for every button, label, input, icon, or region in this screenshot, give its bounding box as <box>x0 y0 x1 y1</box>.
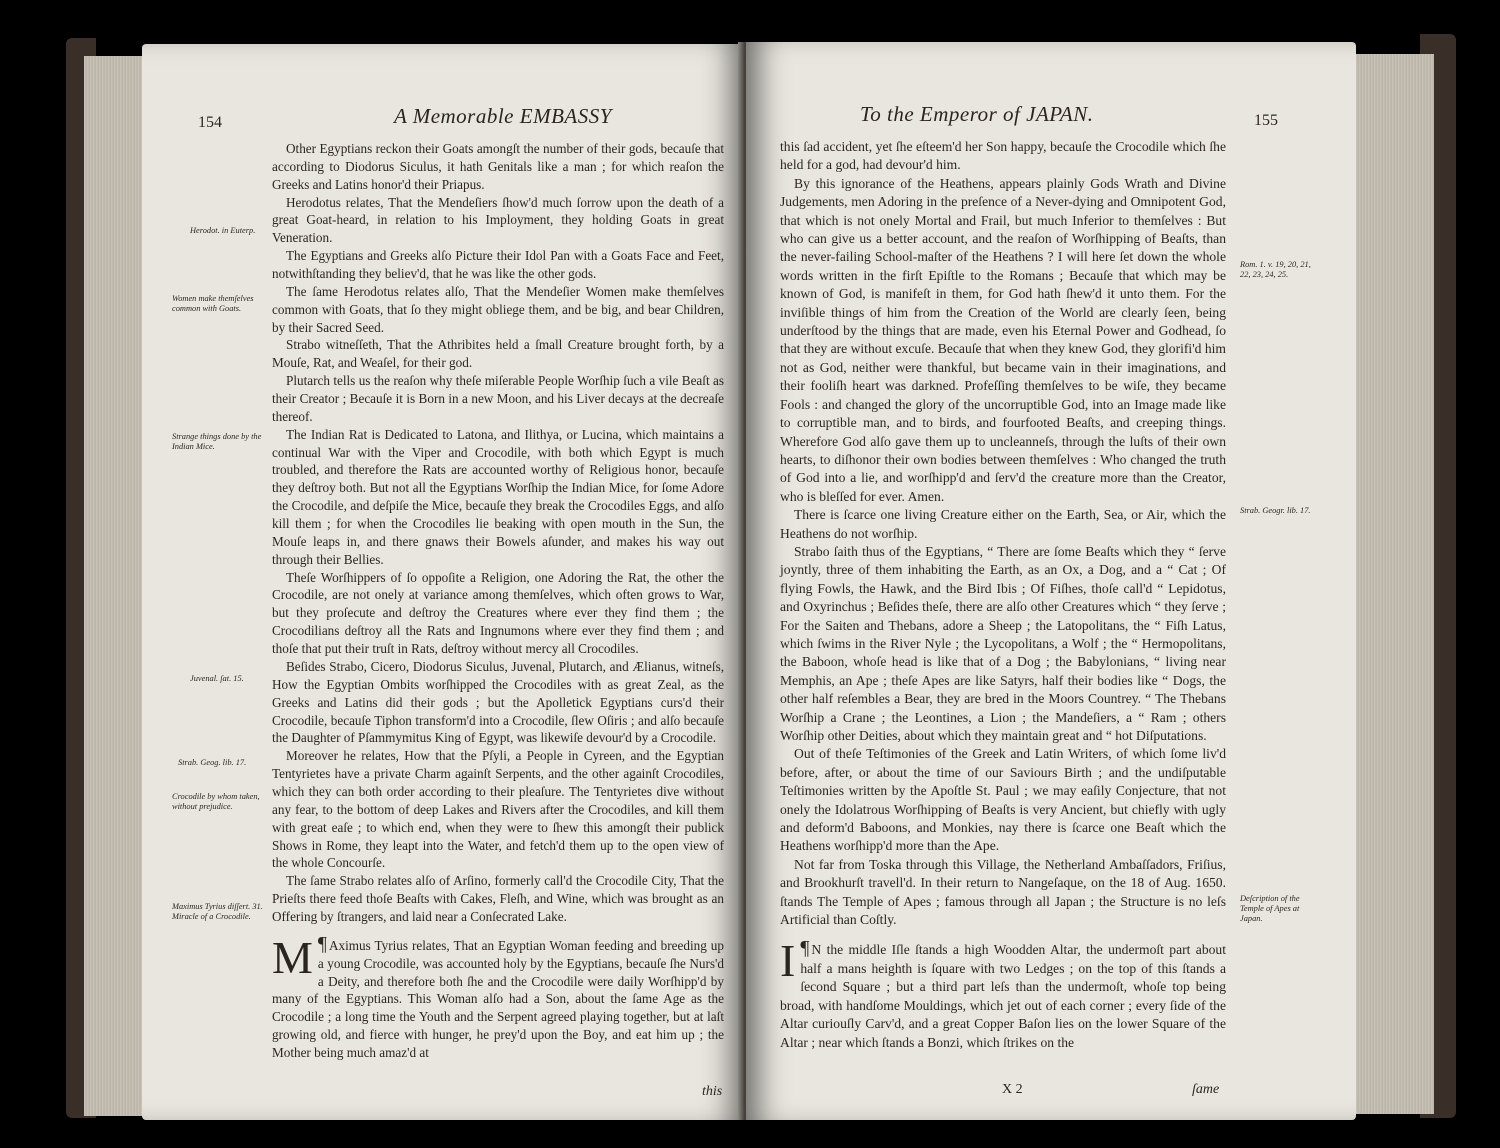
margin-note: Juvenal. ſat. 15. <box>190 674 244 683</box>
page-number-left: 154 <box>198 114 222 131</box>
right-page <box>746 42 1356 1120</box>
margin-note: Herodot. in Euterp. <box>190 226 256 235</box>
dropcap-paragraph <box>272 931 724 1062</box>
paragraph: Beſides Strabo, Cicero, Diodorus Siculus, Juvenal, Plutarch, and Ælianus, witneſs, How the Egyptian Ombits worſhipped the Crocodiles with as great Zeal, as the Greeks and Latins did their gods ; but the Apolletick Egyptians curs'd their Crocodile, becauſe Tiphon transform'd into a Crocodile, ſlew Oſiris ; and alſo becauſe the Daughter of Pſammymitus King of Egypt, was likewiſe devour'd by a Crocodile. <box>272 658 724 746</box>
paragraph: Herodotus relates, That the Mendeſiers ſhow'd much ſorrow upon the death of a great Goat-heard, in relation to his Imployment, they holding Goats in great Veneration. <box>272 194 724 246</box>
body-text-right <box>780 138 1226 1052</box>
paragraph: this ſad accident, yet ſhe eſteem'd her Son happy, becauſe the Crocodile which ſhe held for a god, had devour'd him. <box>780 139 1226 173</box>
page-number-right: 155 <box>1254 112 1278 129</box>
paragraph-text: Aximus Tyrius relates, That an Egyptian Woman feeding and breeding up a young Crocodile, was accounted holy by the Egyptians, becauſe ſhe Nurs'd a Deity, and therefore both ſhe and the Crocodile were daily Worſhipp'd by many of the Egyptians. This Woman alſo had a Son, about the ſame Age as the Crocodile ; a long time the Youth and the Serpent agreed playing together, but at laſt growing old, and fierce with hunger, he prey'd upon the Boy, and eat him up ; the Mother being much amaz'd at <box>272 937 724 1060</box>
pilcrow: ¶ <box>317 932 327 955</box>
left-page <box>142 44 746 1120</box>
dropcap-paragraph <box>780 935 1226 1051</box>
paragraph: Theſe Worſhippers of ſo oppoſite a Religion, one Adoring the Rat, the other the Crocodile, are not onely at variance among themſelves, which often grows to War, but they proſecute and deſtroy the Creatures where ever they find them ; the Crocodilians deſtroy all the Rats and Ingnumons where ever they find them ; and thoſe that put their truſt in Rats, deſtroy without mercy all Crocodiles. <box>272 569 724 657</box>
paragraph: Other Egyptians reckon their Goats amongſt the number of their gods, becauſe that according to Diodorus Siculus, it hath Genitals like a man ; for which reaſon the Greeks and Latins honor'd their Priapus. <box>272 141 724 192</box>
drop-capital: M <box>272 931 313 983</box>
margin-note: Strab. Geogr. lib. 17. <box>1240 506 1311 515</box>
pilcrow: ¶ <box>800 937 810 960</box>
paragraph: Out of theſe Teſtimonies of the Greek and Latin Writers, of which ſome liv'd before, after, or about the time of our Saviours Birth ; and the undiſputable Teſtimonies written by the Apoſtle St. Paul ; we may eaſily Conjecture, that not onely the Idolatrous Worſhipping of Beaſts is very Ancient, but chiefly with ugly and deform'd Baboons, and Monkies, nay there is ſcarce one Beaſt which the Heathens worſhipp'd more than the Ape. <box>780 746 1226 854</box>
paragraph: There is ſcarce one living Creature either on the Earth, Sea, or Air, which the Heathens do not worſhip. <box>780 507 1226 541</box>
running-head-left: A Memorable EMBASSY <box>394 104 612 128</box>
paragraph: Strabo ſaith thus of the Egyptians, “ There are ſome Beaſts which they “ ſerve joyntly, three of them inhabiting the Earth, as an Ox, a Dog, and a “ Cat ; Of flying Fowls, the Hawk, and the Bird Ibis ; Of Fiſhes, thoſe call'd “ Lepidotus, and Oxyrinchus ; Beſides theſe, there are alſo other Creatures which “ they ſerve ; For the Saiten and Thebans, adore a Sheep ; the Latopolitans, the “ Fiſh Latus, which ſwims in the River Nyle ; the Lycopolitans, a Wolf ; the “ Hermopolitans, the Baboon, whoſe head is like that of a Dog ; the Babylonians, “ living near Memphis, an Ape ; theſe Apes are like Satyrs, half their bodies like “ Dogs, the other half reſembles a Bear, they are bred in the Moors Countrey. “ The Thebans Worſhip a Crane ; the Leontines, a Lion ; the Mandeſiers, a “ Ram ; others Worſhip other Deities, about which they maintain great and “ hot Diſputations. <box>780 543 1226 743</box>
paragraph: Strabo witneſſeth, That the Athribites held a ſmall Creature brought forth, by a Mouſe, Rat, and Weaſel, for their god. <box>272 337 724 371</box>
paragraph-text: N the middle Iſle ſtands a high Woodden Altar, the undermoſt part about half a mans heighth is ſquare with two Ledges ; on the top of this ſtands a ſecond Square ; but a third part leſs than the undermoſt, whoſe top being broad, with handſome Mouldings, which jet out of each corner ; every ſide of the Altar curiouſly Carv'd, and a great Copper Baſon lies on the lower Square of the Altar ; near which ſtands a Bonzi, which ſtrikes on the <box>780 942 1226 1050</box>
catchword-left: this <box>702 1084 723 1099</box>
left-page-edges <box>84 56 148 1116</box>
margin-note: Deſcription of the Temple of Apes at Japan. <box>1240 894 1300 923</box>
margin-note: Rom. 1. v. 19, 20, 21, 22, 23, 24, 25. <box>1240 260 1311 279</box>
drop-capital: I <box>780 935 796 987</box>
paragraph: The Egyptians and Greeks alſo Picture their Idol Pan with a Goats Face and Feet, notwithſtanding they believ'd, that he was like the other gods. <box>272 248 724 282</box>
paragraph: The ſame Strabo relates alſo of Arſino, formerly call'd the Crocodile City, That the Prieſts there feed thoſe Beaſts with Cakes, Fleſh, and Wine, which was brought as an Offering by ſtrangers, and laid near a Conſecrated Lake. <box>272 873 724 924</box>
paragraph: Moreover he relates, How that the Pſyli, a People in Cyreen, and the Egyptian Tentyrietes have a private Charm againſt Serpents, and the other againſt Crocodiles, which they can both order according to their pleaſure. The Tentyrietes dive without any fear, to the bottom of deep Lakes and Rivers after the Crocodiles, and kill them with great eaſe ; to which end, when they were to ſhew this amongſt their publick Shows in Rome, they leapt into the Water, and fetch'd them up to the open view of the whole Concourſe. <box>272 748 724 871</box>
open-book <box>66 30 1456 1122</box>
margin-note: Maximus Tyrius diſſert. 31. Miracle of a Crocodile. <box>172 902 263 921</box>
paragraph: By this ignorance of the Heathens, appears plainly Gods Wrath and Divine Judgements, men Adoring in the preſence of a Never-dying and Omnipotent God, that which is not onely Mortal and Frail, but much Inferior to themſelves : But who can give us a better account, and the reaſon of Worſhipping of Beaſts, than the never-failing School-maſter of the Heathens ? I will here ſet down the whole words written in the firſt Epiſtle to the Romans ; Becauſe that which may be known of God, is manifeſt in them, for God hath ſhew'd it unto them. For the inviſible things of him from the Creation of the World are clearly ſeen, being underſtood by the things that are made, even his Eternal Power and Godhead, ſo that they are without excuſe. Becauſe that when they knew God, they glorifi'd him not as God, neither were thankful, but became vain in their imaginations, and their fooliſh heart was darkned. Profeſſing themſelves to be wiſe, they became Fools : and changed the glory of the uncorruptible God, into an Image made like to corruptible man, and to birds, and fourfooted Beaſts, and creeping things. Wherefore God alſo gave them up to uncleanneſs, through the luſts of their own hearts, to diſhonor their own bodies between themſelves : Who changed the truth of God into a lie, and worſhipp'd and ſerv'd the creature more than the Creator, who is bleſſed for ever. Amen. <box>780 175 1227 504</box>
catchword-right: ſame <box>1192 1082 1220 1097</box>
right-page-edges <box>1356 54 1434 1114</box>
paragraph: Plutarch tells us the reaſon why theſe miſerable People Worſhip ſuch a vile Beaſt as their Creator ; Becauſe it is Born in a new Moon, and his Liver decays at the decreaſe thereof. <box>272 373 724 424</box>
paragraph: Not far from Toska through this Village, the Netherland Ambaſſadors, Friſius, and Brookhurſt travell'd. In their return to Nangeſaque, on the 18 of Aug. 1650. ſtands The Temple of Apes ; famous through all Japan ; the Structure is no leſs Artificial than Coſtly. <box>780 856 1226 928</box>
paragraph: The Indian Rat is Dedicated to Latona, and Ilithya, or Lucina, which maintains a continual War with the Viper and Crocodile, with both which Egypt is much troubled, and therefore the Rats are accounted worthy of Religious honor, becauſe they deſtroy both. But not all the Egyptians Worſhip the Indian Mice, for ſome Adore the Crocodile, and deſpiſe the Mice, becauſe they break the Crocodiles Eggs, and alſo kill them ; for when the Crocodiles lie beaking with open mouth in the Sun, the Mouſe leaps in, and there gnaws their Bowels aſunder, and makes his way out through their Bellies. <box>272 426 724 567</box>
margin-note: Strange things done by the Indian Mice. <box>172 432 262 451</box>
running-head-right: To the Emperor of JAPAN. <box>860 102 1094 126</box>
margin-note: Strab. Geog. lib. 17. <box>178 758 247 767</box>
signature-mark: X 2 <box>1002 1082 1023 1097</box>
margin-note: Women make themſelves common with Goats. <box>172 294 254 313</box>
body-text-left <box>272 140 724 1062</box>
margin-note: Crocodile by whom taken, without prejudice. <box>172 792 260 811</box>
paragraph: The ſame Herodotus relates alſo, That the Mendeſier Women make themſelves common with Goats, that ſo they might obliege them, and be big, and bear Children, by their Sacred Seed. <box>272 283 724 335</box>
